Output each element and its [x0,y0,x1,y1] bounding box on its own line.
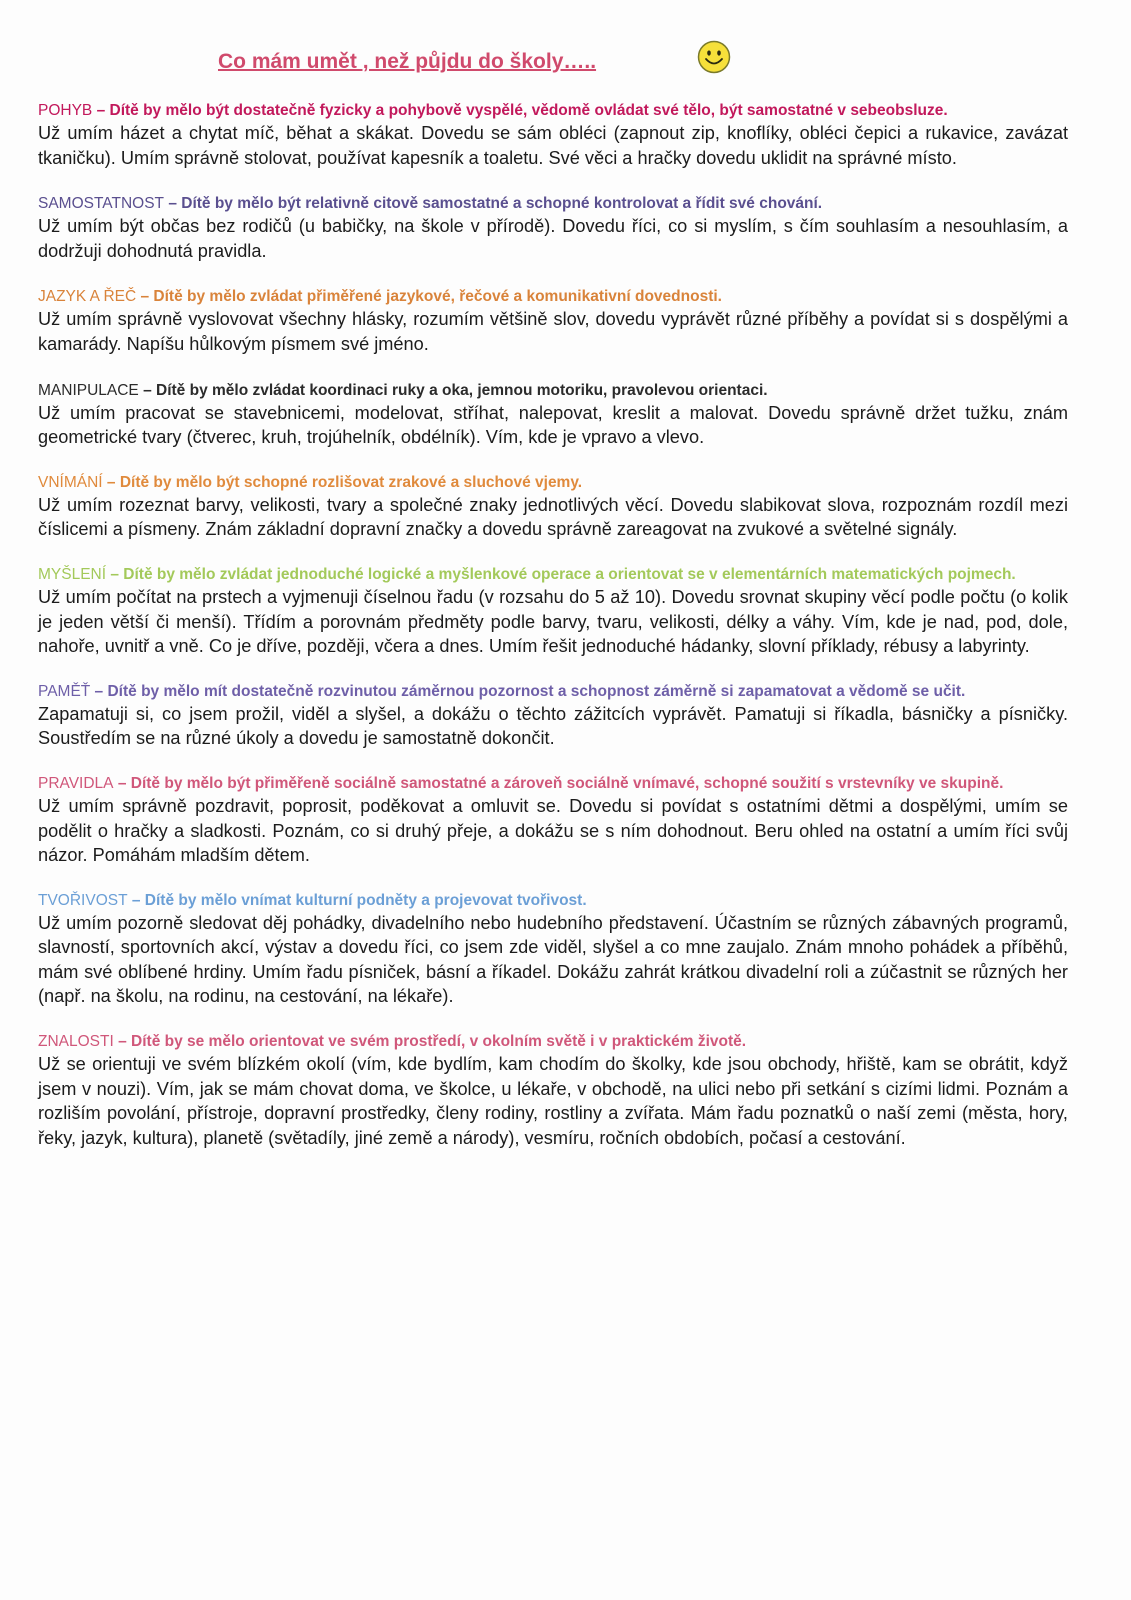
section-keyword: PRAVIDLA [38,774,114,792]
section-heading-text: – Dítě by se mělo orientovat ve svém prostředí, v okolním světě i v praktickém životě. [113,1033,747,1051]
section-keyword: TVOŘIVOST [38,891,128,909]
section-samostatnost [38,193,1068,263]
section-body: Už umím pozorně sledovat děj pohádky, divadelního nebo hudebního představení. Účastním se různých zábavných programů, slavností, sportovních akcí, výstav a dovedu říci, co jsem zde viděl, slyšel a co mne zaujalo. Znám mnoho pohádek a příběhů, mám své oblíbené hrdiny. Umím řadu písniček, básní a říkadel. Dokážu zahrát krátkou divadelní roli a zúčastnit se různých her (např. na školu, na rodinu, na cestování, na lékaře). [38,912,1068,1007]
section-manipulace [38,380,1068,450]
smiley-face-icon [697,40,731,74]
section-pamet [38,681,1068,751]
section-heading-text: – Dítě by mělo mít dostatečně rozvinutou záměrnou pozornost a schopnost záměrně si zapamatovat a vědomě se učit. [90,682,966,700]
section-keyword: ZNALOSTI [38,1033,114,1051]
section-pravidla [38,773,1068,868]
section-keyword: POHYB [38,102,93,119]
section-heading-text: – Dítě by mělo vnímat kulturní podněty a projevovat tvořivost. [127,891,587,909]
section-heading-text: – Dítě by mělo být dostatečně fyzicky a pohybově vyspělé, vědomě ovládat své tělo, být samostatné v sebeobsluze. [92,102,948,119]
section-heading-text: – Dítě by mělo zvládat koordinaci ruky a oka, jemnou motoriku, pravolevou orientaci. [138,381,768,399]
section-keyword: JAZYK A ŘEČ [38,288,137,306]
section-znalosti [38,1031,1068,1150]
section-heading [38,1031,1068,1052]
section-keyword: MYŠLENÍ [38,565,107,583]
section-body: Už umím počítat na prstech a vyjmenuji číselnou řadu (v rozsahu do 5 až 10). Dovedu srovnat skupiny věcí podle počtu (o kolik je jeden větší či menší). Třídím a porovnám předměty podle barvy, tvaru, velikosti, délky a váhy. Vím, kde je nad, pod, dole, nahoře, uvnitř a vně. Co je dříve, později, včera a dnes. Umím řešit jednoduché hádanky, slovní příklady, rébusy a labyrinty. [38,586,1068,657]
section-mysleni [38,564,1068,659]
section-body: Už se orientuji ve svém blízkém okolí (vím, kde bydlím, kam chodím do školky, kde jsou obchody, hřiště, kam se obrátit, když jsem v nouzi). Vím, jak se mám chovat doma, ve školce, u lékaře, v obchodě, na ulici nebo při setkání s cizími lidmi. Poznám a rozliším povolání, přístroje, dopravní prostředky, členy rodiny, rostliny a zvířata. Mám řadu poznatků o naší zemi (města, hory, řeky, jazyk, kultura), planetě (světadíly, jiné země a národy), vesmíru, ročních obdobích, počasí a cestování. [38,1054,1068,1148]
title-row [0,36,1131,84]
section-heading [38,472,1068,493]
section-heading [38,100,1068,121]
section-keyword: MANIPULACE [38,381,139,399]
section-heading [38,564,1068,585]
section-body: Už umím házet a chytat míč, běhat a skákat. Dovedu se sám obléci (zapnout zip, knoflíky, obléci čepici a rukavice, zavázat tkaničku). Umím správně stolovat, používat kapesník a toaletu. Své věci a hračky dovedu uklidit na správné místo. [38,123,1068,168]
section-body: Už umím správně pozdravit, poprosit, poděkovat a omluvit se. Dovedu si povídat s ostatními dětmi a dospělými, umím se podělit o hračky a sladkosti. Poznám, co si druhý přeje, a dokážu se s ním dohodnout. Beru ohled na ostatní a umím říci svůj názor. Pomáhám mladším dětem. [38,795,1068,866]
section-heading-text: – Dítě by mělo být relativně citově samostatné a schopné kontrolovat a řídit své chování. [164,195,823,213]
sections-list [38,100,1068,1150]
section-vnimani [38,472,1068,542]
section-heading-text: – Dítě by mělo být schopné rozlišovat zrakové a sluchové vjemy. [102,473,583,491]
section-jazyk-a-rec [38,286,1068,356]
section-tvorivost [38,890,1068,1009]
section-body: Už umím být občas bez rodičů (u babičky, na škole v přírodě). Dovedu říci, co si myslím, s čím souhlasím a nesouhlasím, a dodržuji dohodnutá pravidla. [38,216,1068,261]
section-keyword: PAMĚŤ [38,682,91,700]
section-heading-text: – Dítě by mělo být přiměřeně sociálně samostatné a zároveň sociálně vnímavé, schopné soužití s vrstevníky ve skupině. [113,774,1004,792]
section-heading [38,380,1068,401]
section-body: Už umím rozeznat barvy, velikosti, tvary a společné znaky jednotlivých věcí. Dovedu slabikovat slova, rozpoznám rozdíl mezi číslicemi a písmeny. Znám základní dopravní značky a dovedu správně zareagovat na zvukové a světelné signály. [38,494,1068,540]
section-body: Už umím správně vyslovovat všechny hlásky, rozumím většině slov, dovedu vyprávět různé příběhy a povídat si s dospělými a kamarády. Napíšu hůlkovým písmem své jméno. [38,309,1068,354]
section-heading [38,193,1068,214]
section-heading [38,890,1068,911]
page-title: Co mám umět , než půjdu do školy….. [218,50,597,73]
section-heading-text: – Dítě by mělo zvládat jednoduché logické a myšlenkové operace a orientovat se v elementárních matematických pojmech. [106,565,1016,583]
section-heading [38,773,1068,794]
section-heading-text: – Dítě by mělo zvládat přiměřené jazykové, řečové a komunikativní dovednosti. [136,288,722,306]
section-heading [38,286,1068,307]
section-pohyb [38,100,1068,170]
section-keyword: VNÍMÁNÍ [38,473,103,491]
section-body: Zapamatuji si, co jsem prožil, viděl a slyšel, a dokážu o těchto zážitcích vyprávět. Pamatuji si říkadla, básničky a písničky. Soustředím se na různé úkoly a dovedu je samostatně dokončit. [38,703,1068,749]
section-body: Už umím pracovat se stavebnicemi, modelovat, stříhat, nalepovat, kreslit a malovat. Dovedu správně držet tužku, znám geometrické tvary (čtverec, kruh, trojúhelník, obdélník). Vím, kde je vpravo a vlevo. [38,402,1068,448]
section-keyword: SAMOSTATNOST [38,195,165,213]
section-heading [38,681,1068,702]
